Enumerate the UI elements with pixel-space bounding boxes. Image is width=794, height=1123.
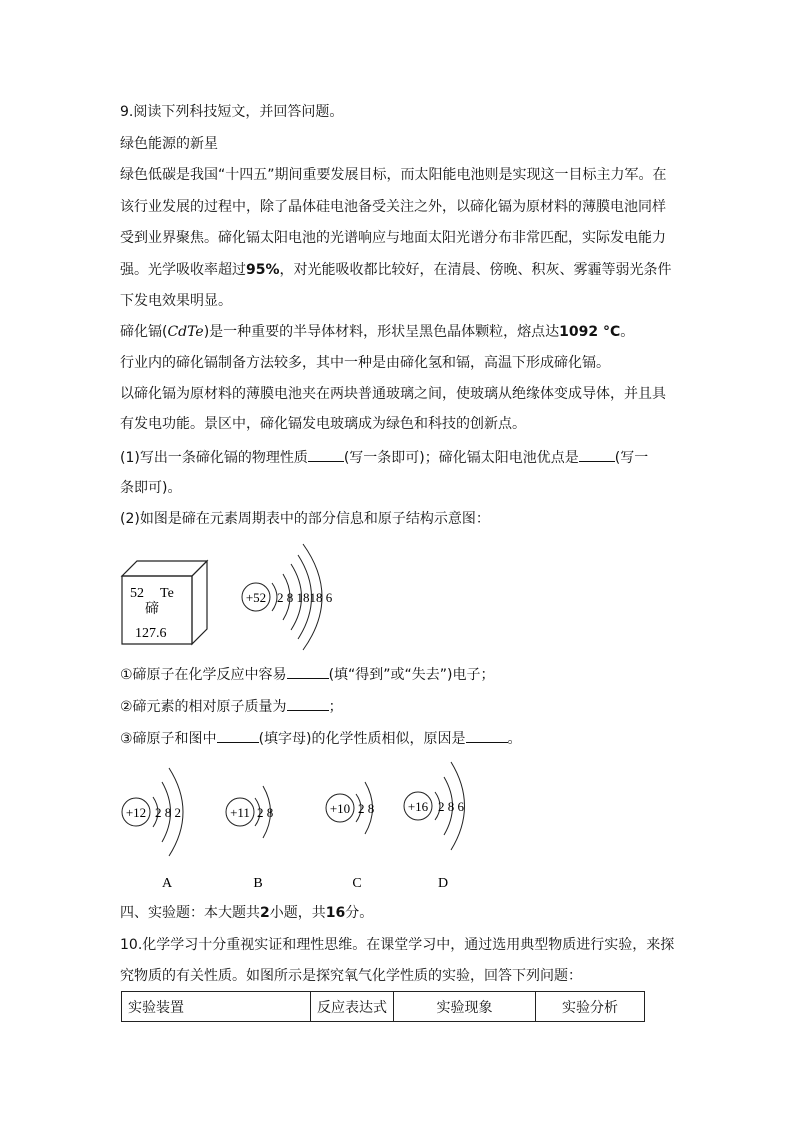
paragraph-line: 以碲化镉为原材料的薄膜电池夹在两块普通玻璃之间，使玻璃从绝缘体变成导体，并且具: [120, 386, 666, 402]
q10-line: 10.化学学习十分重视实证和理性思维。在课堂学习中，通过选用典型物质进行实验，来探: [120, 937, 675, 953]
question-b: ②碲元素的相对原子质量为 ；: [120, 696, 343, 717]
option-c-label: C: [352, 876, 362, 891]
option-d-atom: [404, 762, 465, 891]
element-name: 碲: [145, 602, 159, 617]
option-d-nucleus: +16: [407, 799, 429, 814]
element-symbol: Te: [160, 586, 174, 601]
table-header-cell: 实验现象: [394, 992, 536, 1022]
experiment-table: [121, 991, 645, 1022]
sub-question-1: (1)写出一条碲化镉的物理性质 (写一条即可)；碲化镉太阳电池优点是 (写一: [120, 447, 648, 468]
answer-blank[interactable]: [217, 728, 259, 743]
answer-blank[interactable]: [287, 696, 329, 711]
option-b-nucleus: +11: [230, 805, 250, 820]
option-d-label: D: [437, 876, 449, 891]
table-header-cell: 实验分析: [536, 992, 645, 1022]
paragraph-line: 绿色低碳是我国“十四五”期间重要发展目标，而太阳能电池则是实现这一目标主力军。在: [120, 167, 667, 183]
answer-blank[interactable]: [308, 447, 344, 462]
paragraph-line: 强。光学吸收率超过95%，对光能吸收都比较好，在清晨、傍晚、积灰、雾霾等弱光条件: [120, 262, 672, 278]
te-nucleus: +52: [245, 590, 267, 605]
paragraph-line: 受到业界聚焦。碲化镉太阳电池的光谱响应与地面太阳光谱分布非常匹配，实际发电能力: [120, 230, 666, 246]
q10-line: 究物质的有关性质。如图所示是探究氧气化学性质的实验，回答下列问题：: [120, 968, 582, 984]
option-b-shells: 2 8: [257, 805, 274, 820]
te-atom-diagram: [242, 544, 333, 650]
table-header-cell: 反应表达式: [311, 992, 394, 1022]
atomic-number: 52: [130, 586, 144, 601]
table-header-cell: 实验装置: [122, 992, 311, 1022]
question-c: ③碲原子和图中 (填字母)的化学性质相似，原因是 。: [120, 728, 522, 749]
option-c-atom: [326, 782, 374, 891]
option-c-shells: 2 8: [358, 801, 375, 816]
te-shell-electrons: 2 8 1818 6: [277, 590, 333, 605]
atomic-mass: 127.6: [135, 626, 167, 641]
table-header-row: [122, 992, 645, 1022]
paragraph-line: 碲化镉(CdTe)是一种重要的半导体材料，形状呈黑色晶体颗粒，熔点达1092 °C。: [120, 324, 635, 340]
sub-question-2: (2)如图是碲在元素周期表中的部分信息和原子结构示意图：: [120, 511, 490, 527]
option-a-shells: 2 8 2: [155, 805, 181, 820]
option-d-shells: 2 8 6: [438, 799, 464, 814]
sub-question-1-cont: 条即可)。: [120, 480, 182, 496]
option-a-atom: [122, 768, 183, 891]
q9-title: 9.阅读下列科技短文，并回答问题。: [120, 104, 344, 120]
option-b-atom: [226, 786, 273, 891]
paragraph-line: 行业内的碲化镉制备方法较多，其中一种是由碲化氢和镉，高温下形成碲化镉。: [120, 355, 610, 371]
question-a: ①碲原子在化学反应中容易 (填“得到”或“失去”)电子；: [120, 664, 495, 685]
option-a-nucleus: +12: [125, 805, 147, 820]
tellurium-figure: [115, 530, 355, 658]
paragraph-line: 下发电效果明显。: [120, 293, 232, 309]
article-title: 绿色能源的新星: [120, 136, 218, 152]
option-c-nucleus: +10: [329, 801, 351, 816]
option-diagrams: [110, 760, 490, 895]
paragraph-line: 该行业发展的过程中，除了晶体硅电池备受关注之外，以碲化镉为原材料的薄膜电池同样: [120, 199, 666, 215]
option-b-label: B: [253, 876, 263, 891]
option-a-label: A: [161, 876, 173, 891]
section-heading: 四、实验题：本大题共2小题，共16分。: [120, 905, 374, 921]
answer-blank[interactable]: [579, 447, 615, 462]
answer-blank[interactable]: [466, 728, 508, 743]
paragraph-line: 有发电功能。景区中，碲化镉发电玻璃成为绿色和科技的创新点。: [120, 416, 526, 432]
answer-blank[interactable]: [287, 664, 329, 679]
